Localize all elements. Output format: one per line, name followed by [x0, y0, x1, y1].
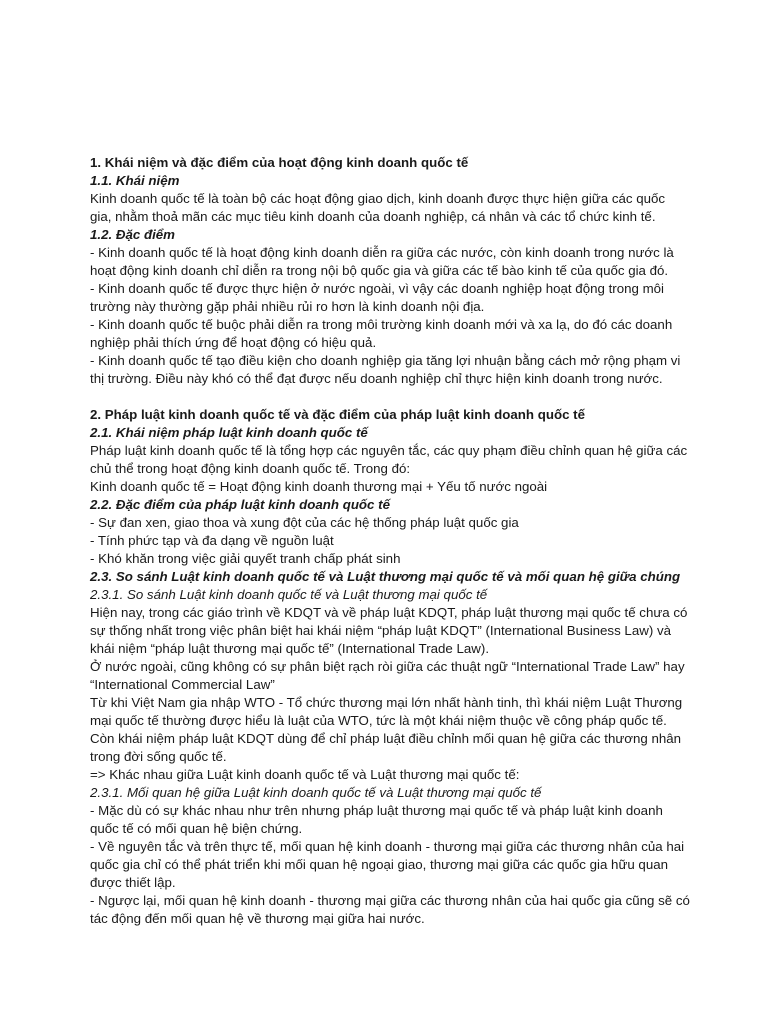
section-2-3-1-paragraph: Hiện nay, trong các giáo trình về KDQT và về pháp luật KDQT, pháp luật thương mại quốc tế chưa có sự thống nhất trong việc phân biệt hai khái niệm “pháp luật KDQT” (International Business Law) và khái niệm “pháp luật thương mại quốc tế” (International Trade Law).: [90, 605, 688, 656]
section-1-2-item: - Kinh doanh quốc tế được thực hiện ở nước ngoài, vì vậy các doanh nghiệp hoạt động trong môi trường này thường gặp phải nhiều rủi ro hơn là kinh doanh nội địa.: [90, 281, 665, 314]
section-2-3-1-paragraph: => Khác nhau giữa Luật kinh doanh quốc tế và Luật thương mại quốc tế:: [90, 767, 520, 782]
section-2-3-2-item: - Về nguyên tắc và trên thực tế, mối quan hệ kinh doanh - thương mại giữa các thương nhân của hai quốc gia chỉ có thể phát triển khi mối quan hệ ngoại giao, thương mại giữa các quốc gia hữu quan được thiết lập.: [90, 839, 685, 890]
section-1-2-item: - Kinh doanh quốc tế là hoạt động kinh doanh diễn ra giữa các nước, còn kinh doanh trong nước là hoạt động kinh doanh chỉ diễn ra trong nội bộ quốc gia và giữa các tế bào kinh tế của quốc gia đó.: [90, 245, 674, 278]
section-2-2-item: - Tính phức tạp và đa dạng về nguồn luật: [90, 533, 334, 548]
section-2-1-paragraph: Pháp luật kinh doanh quốc tế là tổng hợp các nguyên tắc, các quy phạm điều chỉnh quan hệ giữa các chủ thể trong hoạt động kinh doanh quốc tế. Trong đó:: [90, 443, 688, 476]
section-2-1-heading: 2.1. Khái niệm pháp luật kinh doanh quốc tế: [90, 425, 368, 440]
section-2-heading: 2. Pháp luật kinh doanh quốc tế và đặc điểm của pháp luật kinh doanh quốc tế: [90, 407, 586, 422]
section-1-2-item: - Kinh doanh quốc tế buộc phải diễn ra trong môi trường kinh doanh mới và xa lạ, do đó các doanh nghiệp phải thích ứng để hoạt động có hiệu quả.: [90, 317, 673, 350]
section-2-1-formula: Kinh doanh quốc tế = Hoạt động kinh doanh thương mại + Yếu tố nước ngoài: [90, 479, 548, 494]
document-body: [90, 154, 690, 928]
section-2-3-heading: 2.3. So sánh Luật kinh doanh quốc tế và Luật thương mại quốc tế và mối quan hệ giữa chúng: [90, 569, 681, 584]
section-2-3-1-paragraph: Từ khi Việt Nam gia nhập WTO - Tổ chức thương mại lớn nhất hành tinh, thì khái niệm Luật Thương mại quốc tế thường được hiểu là luật của WTO, tức là một khái niệm thuộc về công pháp quốc tế. Còn khái niệm pháp luật KDQT dùng để chỉ pháp luật điều chỉnh mối quan hệ giữa các thương nhân trong đời sống quốc tế.: [90, 695, 683, 764]
section-2-2-heading: 2.2. Đặc điểm của pháp luật kinh doanh quốc tế: [90, 497, 390, 512]
section-2-3-2-heading: 2.3.1. Mối quan hệ giữa Luật kinh doanh quốc tế và Luật thương mại quốc tế: [90, 785, 542, 800]
section-1-2-heading: 1.2. Đặc điểm: [90, 227, 175, 242]
section-1-2-item: - Kinh doanh quốc tế tạo điều kiện cho doanh nghiệp gia tăng lợi nhuận bằng cách mở rộng phạm vi thị trường. Điều này khó có thể đạt được nếu doanh nghiệp chỉ thực hiện kinh doanh trong nước.: [90, 353, 681, 386]
blank-line: [90, 388, 690, 406]
section-2-3-1-paragraph: Ở nước ngoài, cũng không có sự phân biệt rạch ròi giữa các thuật ngữ “International Trade Law” hay “International Commercial Law”: [90, 659, 685, 692]
section-1-heading: 1. Khái niệm và đặc điểm của hoạt động kinh doanh quốc tế: [90, 155, 469, 170]
section-2-3-2-item: - Ngược lại, mối quan hệ kinh doanh - thương mại giữa các thương nhân của hai quốc gia cũng sẽ có tác động đến mối quan hệ về thương mại giữa hai nước.: [90, 893, 690, 926]
section-2-2-item: - Sự đan xen, giao thoa và xung đột của các hệ thống pháp luật quốc gia: [90, 515, 519, 530]
section-1-1-paragraph: Kinh doanh quốc tế là toàn bộ các hoạt động giao dịch, kinh doanh được thực hiện giữa các quốc gia, nhằm thoả mãn các mục tiêu kinh doanh của doanh nghiệp, cá nhân và các tổ chức kinh tế.: [90, 191, 666, 224]
section-2-3-2-item: - Mặc dù có sự khác nhau như trên nhưng pháp luật thương mại quốc tế và pháp luật kinh doanh quốc tế có mối quan hệ biện chứng.: [90, 803, 663, 836]
section-2-3-1-heading: 2.3.1. So sánh Luật kinh doanh quốc tế và Luật thương mại quốc tế: [90, 587, 488, 602]
section-2-2-item: - Khó khăn trong việc giải quyết tranh chấp phát sinh: [90, 551, 401, 566]
section-1-1-heading: 1.1. Khái niệm: [90, 173, 180, 188]
